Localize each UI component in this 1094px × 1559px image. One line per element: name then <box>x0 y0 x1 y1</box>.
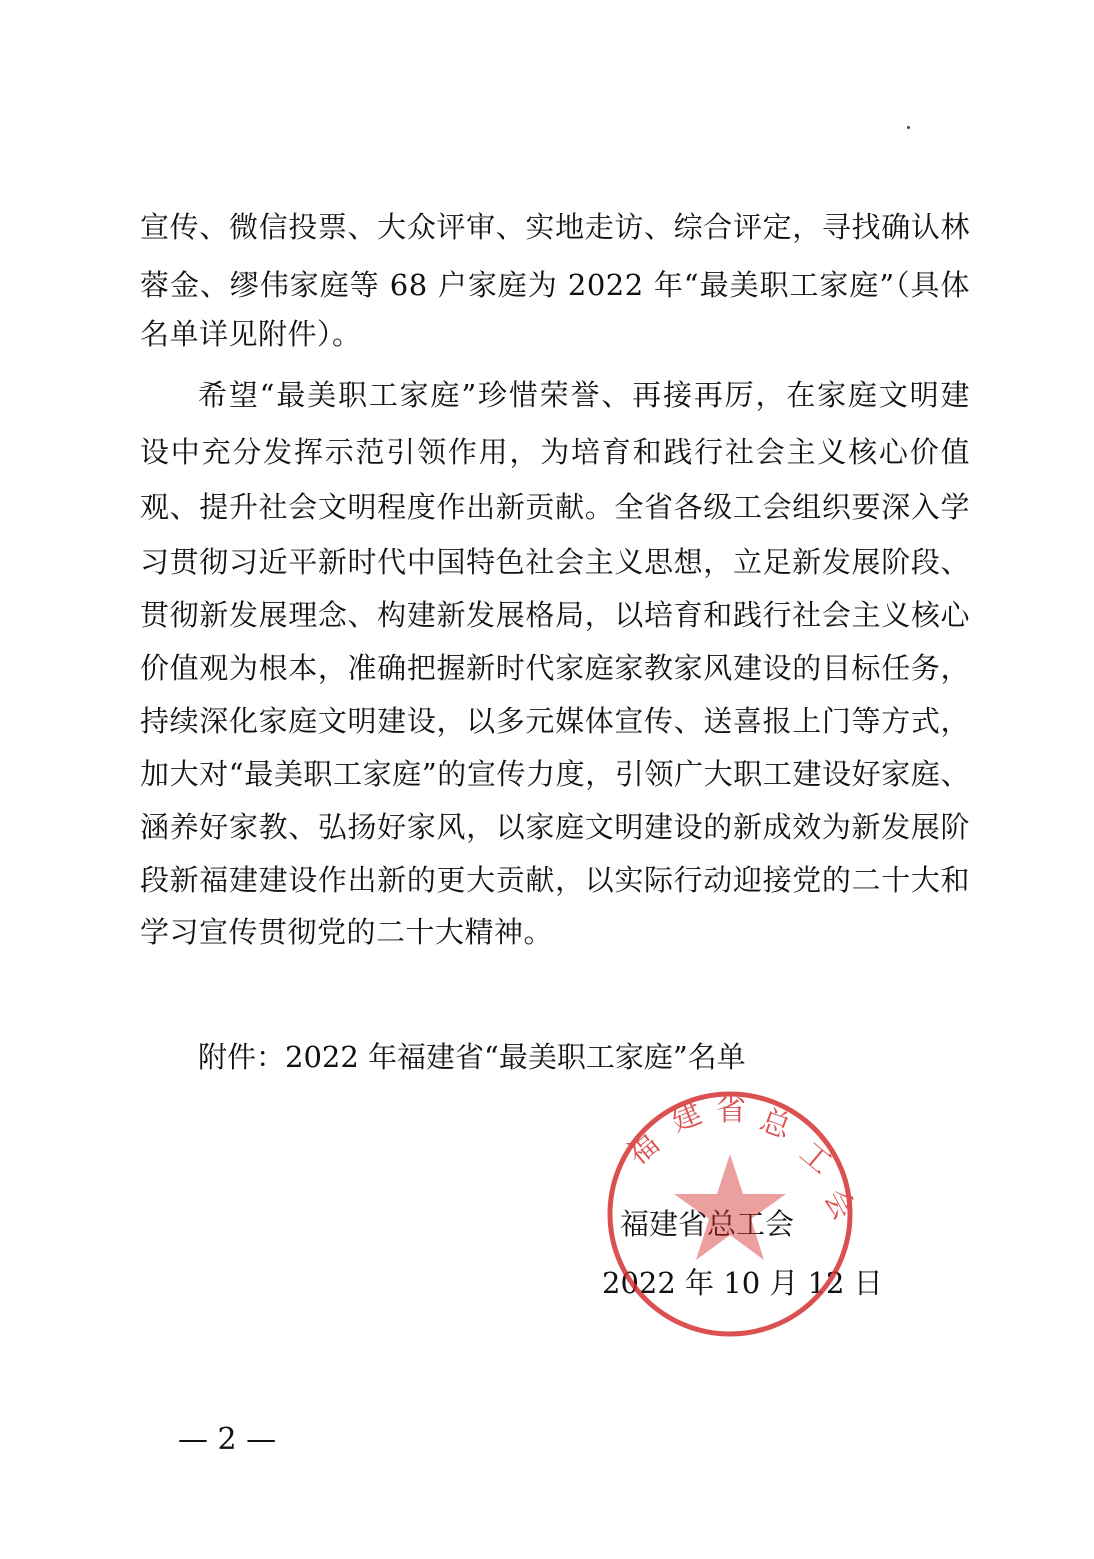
svg-text:福: 福 <box>620 1126 667 1173</box>
official-seal-icon <box>598 1084 863 1344</box>
paragraph-line: 涵养好家教、弘扬好家风，以家庭文明建设的新成效为新发展阶 <box>140 810 970 844</box>
paragraph-line: 设中充分发挥示范引领作用，为培育和践行社会主义核心价值 <box>140 435 970 469</box>
paragraph-line: 蓉金、缪伟家庭等 68 户家庭为 2022 年“最美职工家庭”（具体 <box>140 268 970 302</box>
svg-text:会: 会 <box>816 1183 862 1227</box>
svg-text:工: 工 <box>792 1135 839 1182</box>
paragraph-line: 宣传、微信投票、大众评审、实地走访、综合评定，寻找确认林 <box>140 210 970 244</box>
paragraph-line: 观、提升社会文明程度作出新贡献。全省各级工会组织要深入学 <box>140 490 970 524</box>
signature-organization: 福建省总工会 <box>620 1207 795 1241</box>
paragraph-line: 名单详见附件）。 <box>140 317 362 351</box>
svg-text:建: 建 <box>665 1095 707 1140</box>
scan-speck <box>907 126 910 129</box>
page-number: — 2 — <box>178 1422 277 1457</box>
paragraph-line: 持续深化家庭文明建设，以多元媒体宣传、送喜报上门等方式， <box>140 704 970 738</box>
svg-text:总: 总 <box>755 1102 796 1146</box>
paragraph-line: 习贯彻习近平新时代中国特色社会主义思想，立足新发展阶段、 <box>140 545 970 579</box>
svg-text:省: 省 <box>716 1093 746 1128</box>
paragraph-line: 学习宣传贯彻党的二十大精神。 <box>140 915 554 949</box>
paragraph-line: 加大对“最美职工家庭”的宣传力度，引领广大职工建设好家庭、 <box>140 757 970 791</box>
signature-date: 2022 年 10 月 12 日 <box>602 1266 883 1300</box>
paragraph-line: 段新福建建设作出新的更大贡献，以实际行动迎接党的二十大和 <box>140 863 970 897</box>
attachment-note: 附件：2022 年福建省“最美职工家庭”名单 <box>198 1040 746 1074</box>
paragraph-line: 贯彻新发展理念、构建新发展格局，以培育和践行社会主义核心 <box>140 598 970 632</box>
paragraph-line: 希望“最美职工家庭”珍惜荣誉、再接再厉，在家庭文明建 <box>198 378 970 412</box>
paragraph-line: 价值观为根本，准确把握新时代家庭家教家风建设的目标任务， <box>140 651 970 685</box>
